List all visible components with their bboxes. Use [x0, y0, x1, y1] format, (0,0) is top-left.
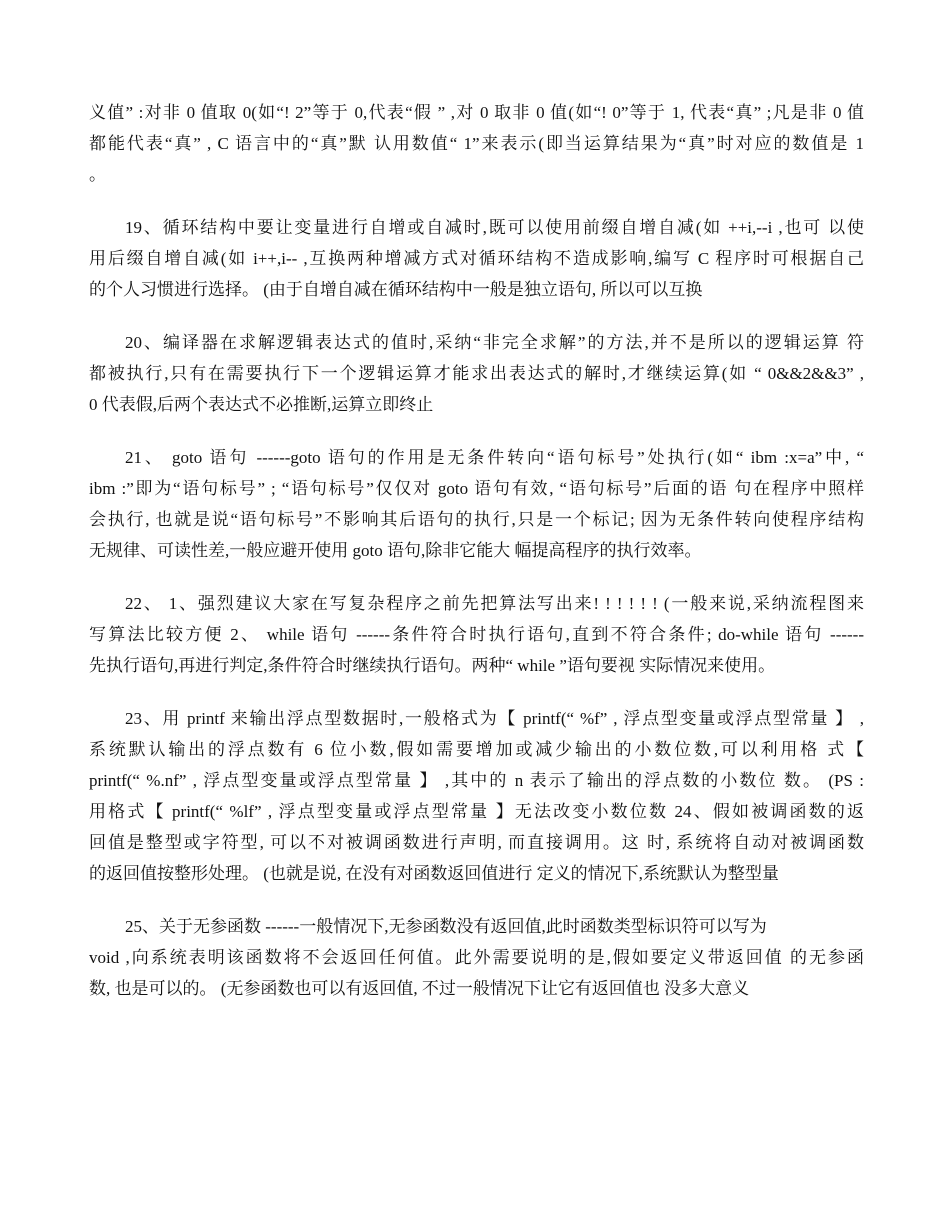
- text-line: 19、循环结构中要让变量进行自增或自减时,既可以使用前缀自增自减(如 ++i,--i ,也可 以使: [125, 218, 864, 237]
- text-line: 。: [89, 165, 106, 184]
- text-line: 无规律、可读性差,一般应避开使用 goto 语句,除非它能大 幅提高程序的执行效率。: [89, 541, 702, 560]
- document-page: [89, 97, 864, 1026]
- paragraph-23: [89, 703, 864, 889]
- text-line: 的个人习惯进行选择。 (由于自增自减在循环结构中一般是独立语句, 所以可以互换: [89, 280, 703, 299]
- text-line: 23、用 printf 来输出浮点型数据时,一般格式为【 printf(“ %f” , 浮点型变量或浮点型常量 】 ,: [125, 709, 864, 728]
- text-line: 22、 1、强烈建议大家在写复杂程序之前先把算法写出来! ! ! ! ! ! (一般来说,采纳流程图来: [125, 594, 864, 613]
- text-line: 回值是整型或字符型, 可以不对被调函数进行声明, 而直接调用。这 时, 系统将自动对被调函数: [89, 833, 864, 852]
- text-line: 义值” :对非 0 值取 0(如“! 2”等于 0,代表“假 ” ,对 0 取非 0 值(如“! 0”等于 1, 代表“真” ;凡是非 0 值: [89, 103, 864, 122]
- paragraph-21: [89, 442, 864, 566]
- paragraph-18-continued: [89, 97, 864, 190]
- text-line: 数, 也是可以的。 (无参函数也可以有返回值, 不过一般情况下让它有返回值也 没多大意义: [89, 979, 750, 998]
- paragraph-25: [89, 911, 864, 1004]
- paragraph-20: [89, 327, 864, 420]
- text-line: 写算法比较方便 2、 while 语句 ------条件符合时执行语句,直到不符合条件; do-while 语句 ------: [89, 625, 864, 644]
- text-line: printf(“ %.nf” , 浮点型变量或浮点型常量 】 ,其中的 n 表示了输出的浮点数的小数位 数。 (PS :: [89, 771, 864, 790]
- text-line: 21、 goto 语句 ------goto 语句的作用是无条件转向“语句标号”处执行(如“ ibm :x=a”中, “: [125, 448, 864, 467]
- text-line: 会执行, 也就是说“语句标号”不影响其后语句的执行,只是一个标记; 因为无条件转向使程序结构: [89, 510, 864, 529]
- text-line: 用格式【 printf(“ %lf” , 浮点型变量或浮点型常量 】无法改变小数位数 24、假如被调函数的返: [89, 802, 864, 821]
- text-line: void ,向系统表明该函数将不会返回任何值。此外需要说明的是,假如要定义带返回值 的无参函: [89, 948, 864, 967]
- text-line: 的返回值按整形处理。 (也就是说, 在没有对函数返回值进行 定义的情况下,系统默认为整型量: [89, 864, 779, 883]
- text-line: 用后缀自增自减(如 i++,i-- ,互换两种增减方式对循环结构不造成影响,编写 C 程序时可根据自己: [89, 249, 864, 268]
- paragraph-22: [89, 588, 864, 681]
- text-line: 20、编译器在求解逻辑表达式的值时,采纳“非完全求解”的方法,并不是所以的逻辑运算 符: [125, 333, 864, 352]
- text-line: 系统默认输出的浮点数有 6 位小数,假如需要增加或减少输出的小数位数,可以利用格 式【: [89, 740, 864, 759]
- text-line: 都被执行,只有在需要执行下一个逻辑运算才能求出表达式的解时,才继续运算(如 “ 0&&2&&3” ,: [89, 364, 864, 383]
- text-line: 先执行语句,再进行判定,条件符合时继续执行语句。两种“ while ”语句要视 实际情况来使用。: [89, 656, 776, 675]
- text-line: 25、关于无参函数 ------一般情况下,无参函数没有返回值,此时函数类型标识符可以写为: [125, 917, 767, 936]
- text-line: 0 代表假,后两个表达式不必推断,运算立即终止: [89, 395, 434, 414]
- text-line: 都能代表“真” , C 语言中的“真”默 认用数值“ 1”来表示(即当运算结果为“真”时对应的数值是 1: [89, 134, 864, 153]
- paragraph-19: [89, 212, 864, 305]
- text-line: ibm :”即为“语句标号” ; “语句标号”仅仅对 goto 语句有效, “语句标号”后面的语 句在程序中照样: [89, 479, 864, 498]
